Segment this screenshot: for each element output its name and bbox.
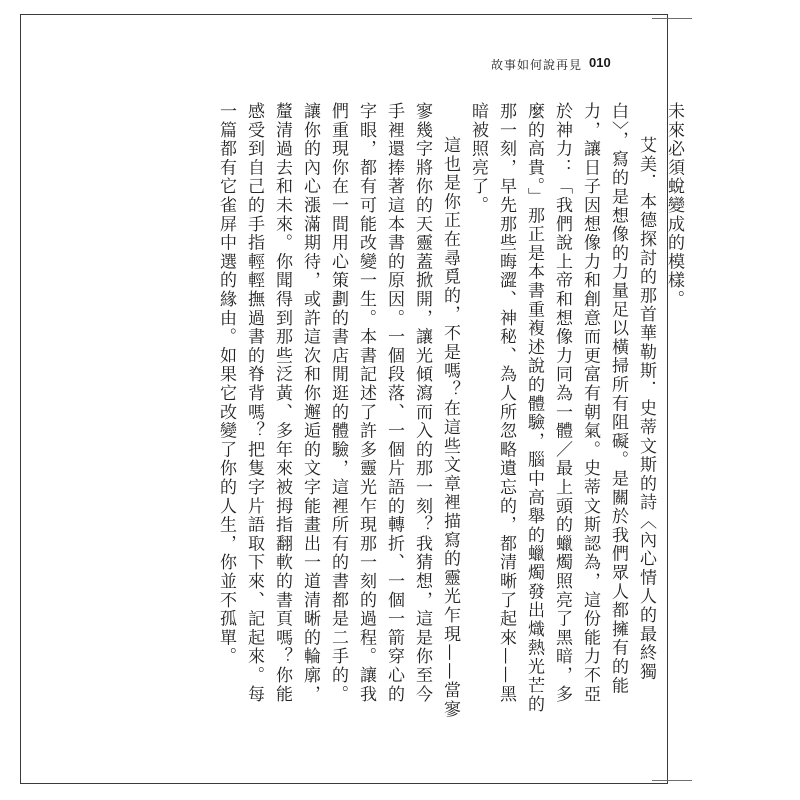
paragraph-3: 這也是你正在尋覓的，不是嗎？在這些文章裡描寫的靈光乍現——當寥寥幾字將你的天靈蓋掀開，讓光傾瀉而入的那一刻？我猜想，這是你至今手裡還捧著這本書的原因。一個段落、一個片語的轉折、一個一箭穿心的字眼，都有可能改變一生。本書記述了許多靈光乍現那一刻的過程。讓我們重現你在一間用心策劃的書店閒逛的體驗，這裡所有的書都是二手的。讓你的內心漲滿期待，或許這次和你邂逅的文字能畫出一道清晰的輪廓，釐清過去和未來。你聞得到那些泛黃、多年來被拇指翻軟的書頁嗎？你能感受到自己的手指輕輕撫過書的脊背嗎？把隻字片語取下來、記起來。每一篇都有它雀屏中選的緣由。如果它改變了你的人生，你並不孤單。 [216, 102, 460, 719]
page-number: 010 [589, 55, 611, 70]
running-header-title: 故事如何說再見 [490, 58, 582, 72]
crop-mark-bottom [652, 780, 692, 781]
paragraph-2: 艾美．本德探討的那首華勒斯．史蒂文斯的詩〈內心情人的最終獨白〉，寫的是想像的力量足以橫掃所有阻礙。是關於我們眾人都擁有的能力，讓日子因想像力和創意而更富有朝氣。史蒂文斯認為，這份能力不亞於神力：「我們說上帝和想像力同為一體／最上頭的蠟燭照亮了黑暗，多麼的高貴。」那正是本書重複述說的體驗，腦中高舉的蠟燭發出熾熱光芒的那一刻，早先那些晦澀、神秘、為人所忽略遺忘的，都清晰了起來——黑暗被照亮了。 [468, 102, 656, 714]
crop-mark-top [652, 18, 692, 19]
vertical-body-text [212, 102, 688, 722]
paragraph-1: 未來必須蛻變成的模樣。 [664, 102, 684, 309]
